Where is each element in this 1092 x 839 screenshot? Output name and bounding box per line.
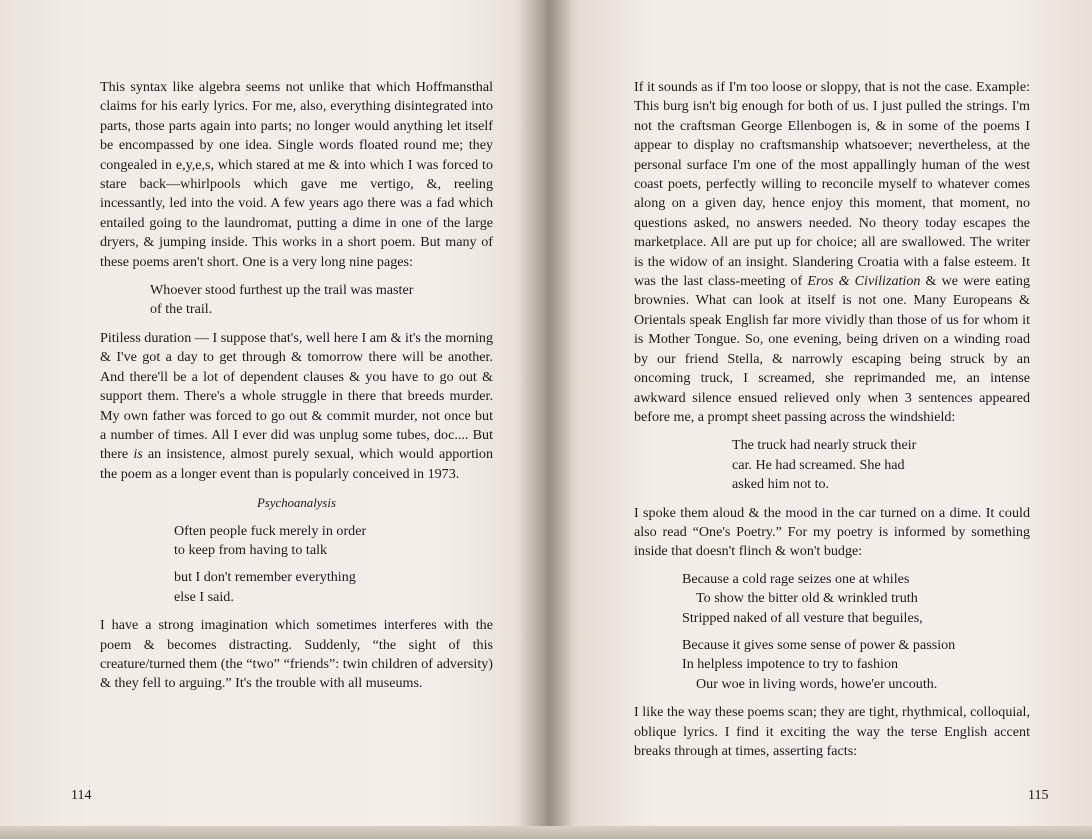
quote-line: car. He had screamed. She had: [732, 456, 905, 473]
left-paragraph-2-end: an insistence, almost purely sexual, which would apportion the poem as a longer event than is popularly conceived in 1973.: [100, 446, 493, 482]
quote-line: but I don't remember everything: [174, 569, 356, 586]
quote-line: of the trail.: [150, 301, 213, 318]
stanza-line: To show the bitter old & wrinkled truth: [696, 590, 918, 607]
right-stanza-2: [682, 636, 1030, 694]
poem-title: Psychoanalysis: [257, 496, 336, 511]
stanza-line: Because it gives some sense of power & passion: [682, 636, 956, 653]
right-paragraph-1: [634, 78, 1030, 427]
left-page-text: [100, 78, 493, 694]
left-paragraph-1: This syntax like algebra seems not unlike that which Hoffmansthal claims for his early lyrics. For me, also, everything disintegrated into parts, those parts again into parts; no longer would anything let itself be encompassed by one idea. Single words floated round me; they congealed in e,y,e,s, which stared at me & into which I was forced to stare back—whirlpools which gave me vertigo, &, reeling incessantly, led into the void. A few years ago there was a fad which entailed going to the laundromat, putting a dime in one of the large dryers, & jumping inside. This works in a short poem. But many of these poems aren't short. One is a very long nine pages:: [100, 79, 493, 270]
right-page: [552, 0, 1092, 839]
page-number-right: 115: [1028, 788, 1049, 803]
quote-line: else I said.: [174, 588, 234, 605]
right-paragraph-3: I like the way these poems scan; they are tight, rhythmical, colloquial, oblique lyrics. I find it exciting the way the terse English accent breaks through at times, asserting facts:: [634, 704, 1030, 759]
stanza-line: In helpless impotence to try to fashion: [682, 656, 899, 673]
left-paragraph-2-start: Pitiless duration — I suppose that's, well here I am & it's the morning & I've got a day to get through & tomorrow there will be another. And there'll be a lot of dependent clauses & you have to go out & support them. There's a whole struggle in there that breeds murder. My own father was forced to go out & commit murder, not once but a number of times. All I ever did was unplug some tubes, doc.... But there: [100, 329, 493, 463]
quote-line: to keep from having to talk: [174, 541, 328, 558]
left-quote-trail: [150, 281, 493, 320]
quote-line: asked him not to.: [732, 476, 830, 493]
stanza-line: Our woe in living words, howe'er uncouth.: [696, 675, 938, 692]
right-paragraph-1-end: & we were eating brownies. What can look at itself is not one. Many Europeans & Orientals speak English far more vividly than those of us for whom it is Mother Tongue. So, one evening, being driven on a winding road by our friend Stella, & narrowly escaping being struck by an oncoming truck, I screamed, she reprimanded me, an intense awkward silence ensued relieved only when 3 sentences appeared before me, a prompt sheet passing across the windshield:: [634, 273, 1030, 425]
left-quote-psychoanalysis-2: [174, 568, 493, 607]
stanza-line: Because a cold rage seizes one at whiles: [682, 570, 910, 587]
right-quote-truck: [732, 436, 1030, 494]
quote-line: The truck had nearly struck their: [732, 437, 917, 454]
page-bottom-edge: [0, 826, 1092, 839]
left-paragraph-3: I have a strong imagination which sometimes interferes with the poem & becomes distracting. Suddenly, “the sight of this creature/turned them (the “two” “friends”: twin children of adversity) & they fell to arguing.” It's the trouble with all museums.: [100, 617, 493, 692]
left-paragraph-2: [100, 329, 493, 484]
stanza-line: Stripped naked of all vesture that beguiles,: [682, 609, 923, 626]
quote-line: Often people fuck merely in order: [174, 522, 367, 539]
page-number-left: 114: [71, 788, 92, 803]
right-paragraph-2: I spoke them aloud & the mood in the car turned on a dime. It could also read “One's Poetry.” For my poetry is informed by something inside that doesn't flinch & won't budge:: [634, 504, 1030, 560]
right-stanza-1: [682, 570, 1030, 628]
left-quote-psychoanalysis-1: [174, 522, 493, 561]
left-paragraph-2-emphasis: is: [133, 446, 143, 463]
quote-line: Whoever stood furthest up the trail was master: [150, 282, 414, 299]
right-paragraph-1-title: Eros & Civilization: [807, 273, 921, 290]
right-page-text: [634, 78, 1030, 761]
right-paragraph-1-start: If it sounds as if I'm too loose or sloppy, that is not the case. Example: This burg isn't big enough for both of us. I just pulled the strings. I'm not the craftsman George Ellenbogen is, & in some of the poems I appear to display no craftsmanship whatsoever; nevertheless, at the personal surface I'm one of the most appallingly human of the west coast poets, perfectly willing to reconcile myself to whatever comes along on a given day, hence enjoy this moment, that moment, no questions asked, no answers needed. No theory today escapes the marketplace. All are put up for choice; all are swallowed. The writer is the widow of an insight. Slandering Croatia with a false esteem. It was the last class-meeting of: [634, 79, 1030, 290]
